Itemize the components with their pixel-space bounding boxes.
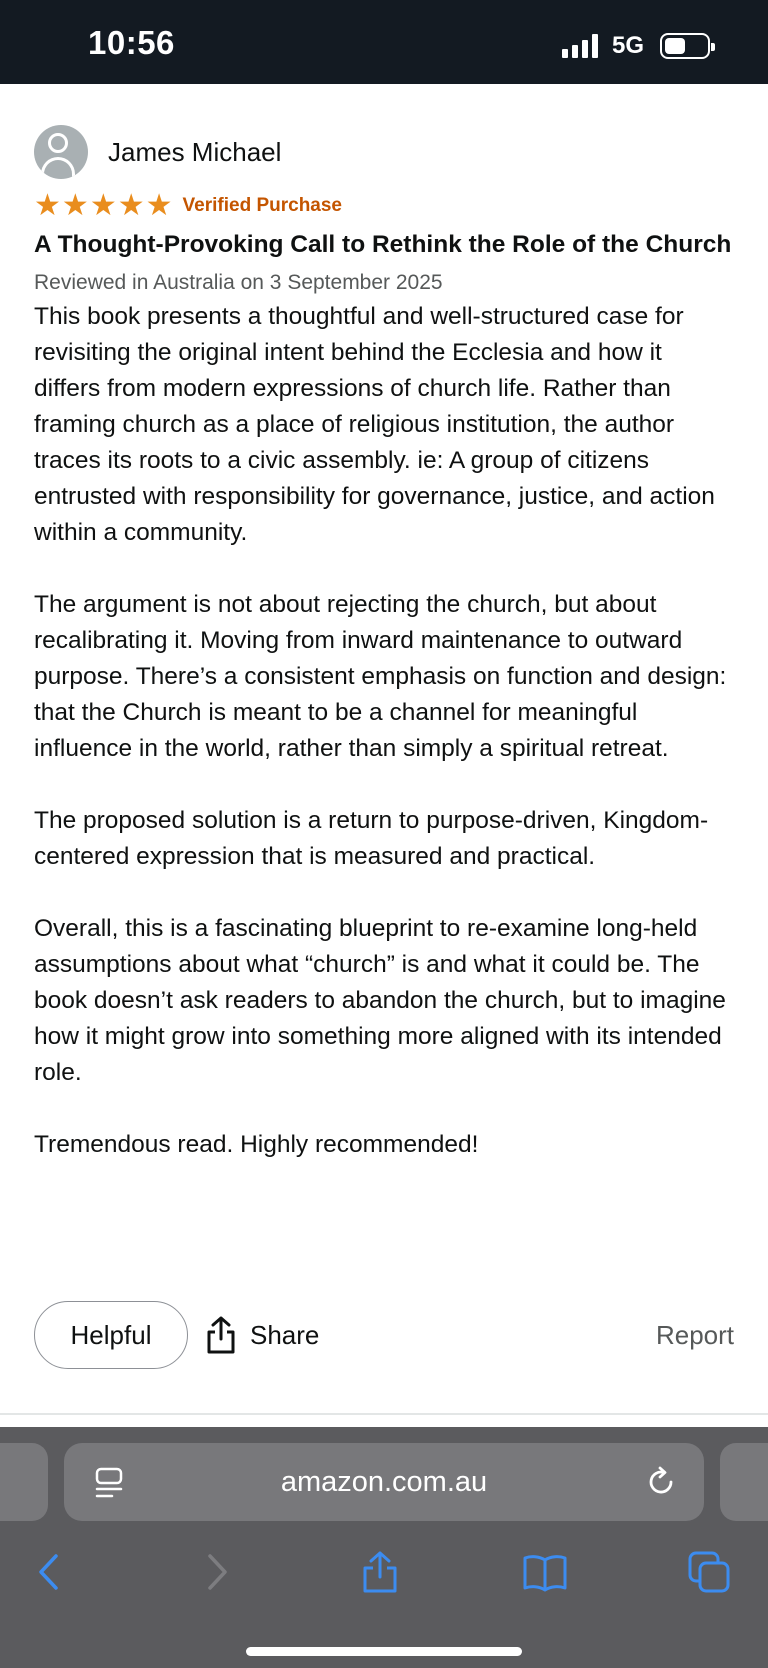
reviewer-name: James Michael <box>108 136 282 167</box>
bookmarks-button[interactable] <box>520 1547 570 1597</box>
review-body <box>34 299 734 1163</box>
status-time: 10:56 <box>88 24 175 61</box>
share-icon <box>204 1315 238 1355</box>
previous-tab[interactable] <box>0 1443 48 1521</box>
star-icon: ★ <box>61 189 89 222</box>
review-paragraph: The argument is not about rejecting the church, but about recalibrating it. Moving from inward maintenance to outward purpose. There’s a consistent emphasis on function and design: that the Church is meant to be a channel for meaningful influence in the world, rather than simply a spiritual retreat. <box>34 591 727 762</box>
home-indicator[interactable] <box>246 1647 522 1656</box>
bookmarks-icon <box>522 1552 568 1592</box>
helpful-button[interactable]: Helpful <box>34 1301 188 1369</box>
review-title: A Thought-Provoking Call to Rethink the Role of the Church <box>34 231 732 258</box>
url-text: amazon.com.au <box>280 1465 488 1498</box>
star-icon: ★ <box>89 189 117 222</box>
report-link[interactable]: Report <box>655 1319 734 1350</box>
star-rating <box>34 191 173 221</box>
divider <box>0 1413 768 1415</box>
rating-row <box>34 191 734 221</box>
share-label: Share <box>250 1319 320 1350</box>
battery-icon <box>660 33 710 59</box>
network-label: 5G <box>611 32 644 59</box>
status-icons <box>562 30 710 62</box>
share-page-icon <box>360 1549 400 1595</box>
star-icon: ★ <box>117 189 145 222</box>
verified-purchase-badge: Verified Purchase <box>182 195 342 216</box>
share-button[interactable] <box>204 1315 319 1355</box>
browser-toolbar <box>0 1547 768 1619</box>
review-meta: Reviewed in Australia on 3 September 2025 <box>34 271 443 294</box>
review-paragraph: Tremendous read. Highly recommended! <box>34 1131 479 1158</box>
review-paragraph: The proposed solution is a return to purpose-driven, Kingdom-centered expression that is measured and practical. <box>34 807 709 870</box>
review-paragraph: Overall, this is a fascinating blueprint to re-examine long-held assumptions about what “church” is and what it could be. The book doesn’t ask readers to abandon the church, but to imagine how it might grow into something more aligned with its intended role. <box>34 915 726 1086</box>
next-tab[interactable] <box>720 1443 768 1521</box>
page-menu-icon[interactable] <box>94 1467 124 1499</box>
signal-icon <box>562 34 598 58</box>
forward-button[interactable] <box>192 1547 242 1597</box>
share-page-button[interactable] <box>355 1547 405 1597</box>
back-icon <box>34 1552 64 1592</box>
star-icon: ★ <box>145 189 173 222</box>
browser-chrome <box>0 1427 768 1668</box>
tabs-button[interactable] <box>684 1547 734 1597</box>
review-paragraph: This book presents a thoughtful and well-structured case for revisiting the original intent behind the Ecclesia and how it differs from modern expressions of church life. Rather than framing church as a place of religious institution, the author traces its roots to a civic assembly. ie: A group of citizens entrusted with responsibility for governance, justice, and action within a community. <box>34 303 715 546</box>
reload-icon[interactable] <box>644 1465 678 1499</box>
review-actions <box>34 1301 734 1369</box>
review-card <box>34 84 734 1163</box>
address-bar[interactable] <box>64 1443 704 1521</box>
star-icon: ★ <box>34 189 61 222</box>
back-button[interactable] <box>24 1547 74 1597</box>
reviewer <box>34 125 734 179</box>
avatar <box>34 125 88 179</box>
tabs-icon <box>687 1550 731 1594</box>
forward-icon <box>202 1552 232 1592</box>
status-bar <box>0 0 768 84</box>
